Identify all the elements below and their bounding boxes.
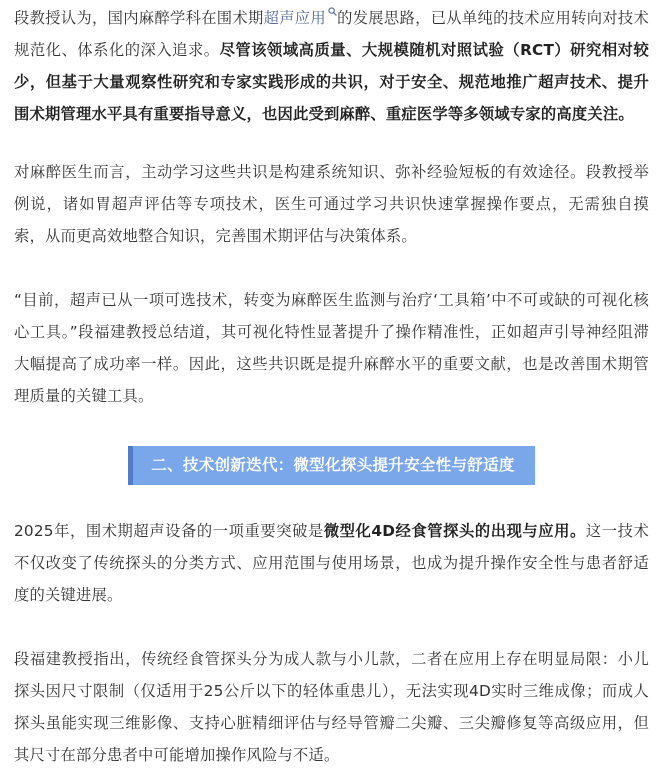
paragraph-1 — [14, 0, 649, 130]
paragraph-3: “目前，超声已从一项可选技术，转变为麻醉医生监测与治疗‘工具箱’中不可或缺的可视化核心工具。”段福建教授总结道，其可视化特性显著提升了操作精准性，正如超声引导神经阻滞大幅提高了成功率一样。因此，这些共识既是提升麻醉水平的重要文献，也是改善围术期管理质量的关键工具。 — [14, 291, 649, 405]
ultrasound-keyword-link[interactable]: 超声应用 — [263, 9, 326, 27]
paragraph-4-text: 2025年，围术期超声设备的一项重要突破是 — [14, 522, 324, 540]
section-heading: 二、技术创新迭代：微型化探头提升安全性与舒适度 — [128, 446, 534, 485]
paragraph-1-bold: 尽管该领域高质量、大规模随机对照试验（RCT）研究相对较少，但基于大量观察性研究和专家实践形成的共识，对于安全、规范地推广超声技术、提升围术期管理水平具有重要指导意义，也因此受到麻醉、重症医学等多领域专家的高度关注。 — [14, 41, 649, 123]
section-heading-container — [14, 446, 649, 485]
paragraph-4-bold: 微型化4D经食管探头的出现与应用。 — [323, 522, 586, 540]
search-icon[interactable] — [328, 7, 337, 16]
paragraph-1-continued: 的发展思路，已从单纯的技术应用转向对技术规范化、体系化的深入追求。 — [14, 9, 649, 59]
paragraph-4 — [14, 515, 649, 611]
paragraph-2: 对麻醉医生而言，主动学习这些共识是构建系统知识、弥补经验短板的有效途径。段教授举例说，诸如胃超声评估等专项技术，医生可通过学习共识快速掌握操作要点，无需独自摸索，从而更高效地整合知识，完善围术期评估与决策体系。 — [14, 163, 649, 245]
paragraph-4-continued: 这一技术不仅改变了传统探头的分类方式、应用范围与使用场景，也成为提升操作安全性与患者舒适度的关键进展。 — [14, 522, 649, 604]
paragraph-1-text: 段教授认为，国内麻醉学科在围术期 — [14, 9, 264, 27]
paragraph-5: 段福建教授指出，传统经食管探头分为成人款与小儿款，二者在应用上存在明显局限：小儿探头因尺寸限制（仅适用于25公斤以下的轻体重患儿），无法实现4D实时三维成像；而成人探头虽能实现三维影像、支持心脏精细评估与经导管瓣二尖瓣、三尖瓣修复等高级应用，但其尺寸在部分患者中可能增加操作风险与不适。 — [14, 650, 649, 764]
